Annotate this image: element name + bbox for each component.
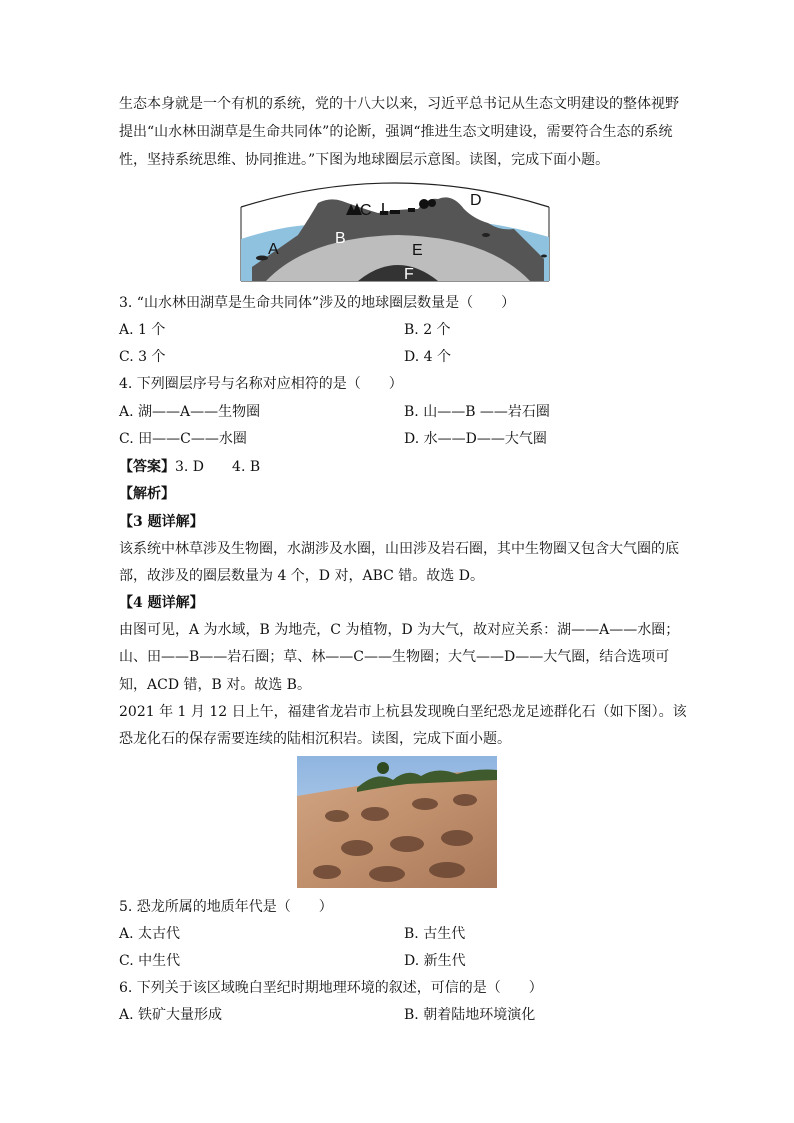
q3-option-d: D. 4 个 [404, 349, 451, 365]
q4-detail-line-2: 山、田——B——岩石圈；草、林——C——生物圈；大气——D——大气圈，结合选项可 [119, 649, 670, 665]
q4-stem: 4. 下列圈层序号与名称对应相符的是（ ） [119, 376, 403, 392]
fish-icon-left [256, 256, 268, 261]
q6-option-b: B. 朝着陆地环境演化 [404, 1007, 536, 1023]
q5-option-c: C. 中生代 [119, 953, 181, 969]
q3-detail-line-2: 部，故涉及的圈层数量为 4 个，D 对，ABC 错。故选 D。 [119, 568, 484, 584]
q3-detail-line-1: 该系统中林草涉及生物圈，水湖涉及水圈，山田涉及岩石圈，其中生物圈又包含大气圈的底 [119, 541, 679, 557]
q4-option-c: C. 田——C——水圈 [119, 431, 247, 447]
q4-option-b: B. 山——B ——岩石圈 [404, 404, 550, 420]
q5-stem: 5. 恐龙所属的地质年代是（ ） [119, 899, 333, 915]
intro-line-1: 生态本身就是一个有机的系统，党的十八大以来，习近平总书记从生态文明建设的整体视野 [119, 96, 679, 112]
label-B: B [335, 230, 346, 247]
answer-text: 3. D 4. B [175, 459, 261, 475]
q3-detail-label: 【3 题详解】 [119, 514, 204, 530]
label-C: C [360, 202, 372, 219]
q3-option-b: B. 2 个 [404, 322, 451, 338]
answer-label: 【答案】 [119, 459, 175, 475]
intro2-line-1: 2021 年 1 月 12 日上午，福建省龙岩市上杭县发现晚白垩纪恐龙足迹群化石（如下图）。该 [119, 704, 687, 720]
analysis-label: 【解析】 [119, 486, 175, 502]
q5-option-a: A. 太古代 [119, 926, 181, 942]
answer-line [119, 457, 260, 477]
q3-option-a: A. 1 个 [119, 322, 166, 338]
dinosaur-footprint-photo [297, 756, 497, 888]
label-F: F [404, 266, 414, 283]
q4-detail-label: 【4 题详解】 [119, 595, 204, 611]
q4-detail-line-3: 知，ACD 错，B 对。故选 B。 [119, 677, 311, 693]
q5-option-d: D. 新生代 [404, 953, 466, 969]
label-D: D [470, 192, 482, 209]
label-E: E [412, 242, 423, 259]
label-A: A [268, 241, 279, 258]
q4-option-d: D. 水——D——大气圈 [404, 431, 547, 447]
q5-option-b: B. 古生代 [404, 926, 466, 942]
earth-layers-diagram [238, 177, 552, 283]
q4-option-a: A. 湖——A——生物圈 [119, 404, 261, 420]
q6-stem: 6. 下列关于该区域晚白垩纪时期地理环境的叙述，可信的是（ ） [119, 980, 543, 996]
q6-option-a: A. 铁矿大量形成 [119, 1007, 223, 1023]
intro-line-2: 提出“山水林田湖草是生命共同体”的论断，强调“推进生态文明建设，需要符合生态的系统 [119, 124, 673, 140]
q3-stem: 3. “山水林田湖草是生命共同体”涉及的地球圈层数量是（ ） [119, 295, 516, 311]
intro-line-3: 性，坚持系统思维、协同推进。”下图为地球圈层示意图。读图，完成下面小题。 [119, 152, 610, 168]
q4-detail-line-1: 由图可见，A 为水域，B 为地壳，C 为植物，D 为大气，故对应关系：湖——A——水圈； [119, 622, 680, 638]
intro2-line-2: 恐龙化石的保存需要连续的陆相沉积岩。读图，完成下面小题。 [119, 731, 511, 747]
q3-option-c: C. 3 个 [119, 349, 166, 365]
